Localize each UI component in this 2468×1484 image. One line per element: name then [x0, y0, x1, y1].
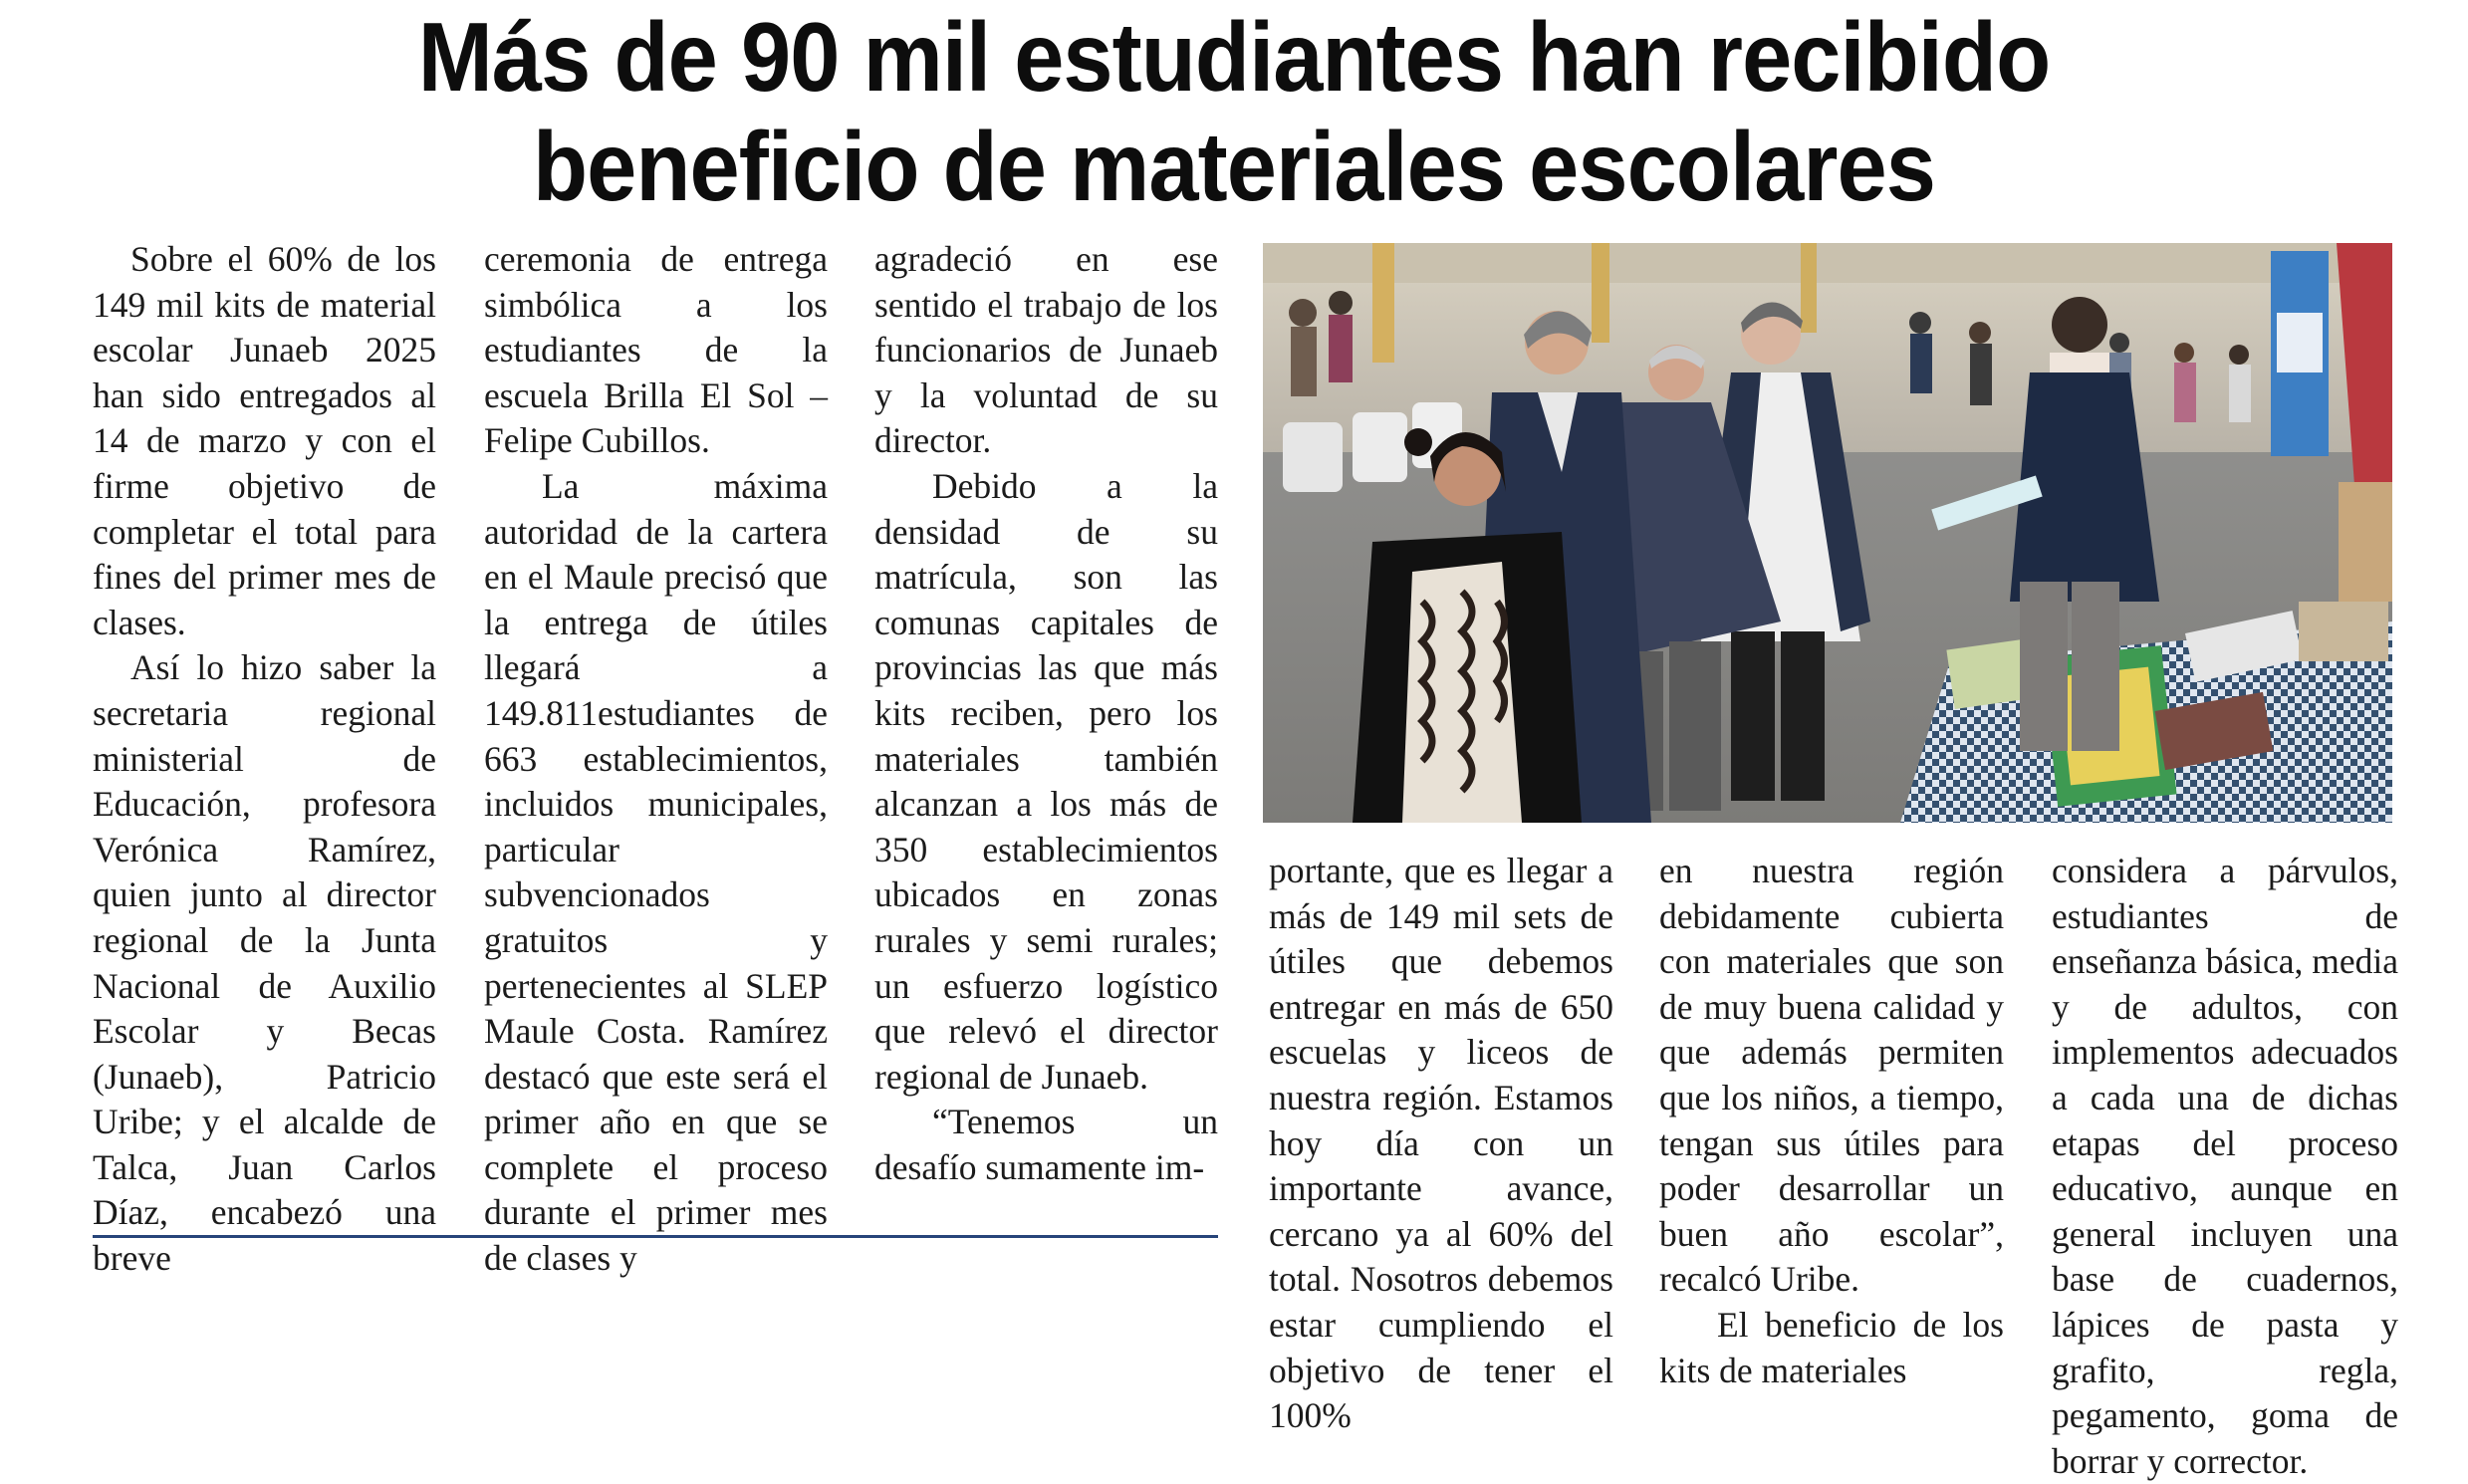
paragraph: agradeció en ese sentido el trabajo de los funcionarios de Junaeb y la voluntad de su director. [874, 239, 1218, 461]
paragraph: La máxima autoridad de la cartera en el Maule precisó que la entrega de útiles llegará a 149.811estudiantes de 663 establecimientos, incluidos municipales, particular subvencionados gratuitos y pertenecientes al SLEP Maule Costa. Ramírez destacó que este será el primer año en que se complete el proceso durante el primer mes de clases y [484, 465, 828, 1279]
paragraph: Debido a la densidad de su matrícula, son las comunas capitales de provincias las que más kits reciben, pero los materiales también alcanzan a los más de 350 establecimientos ubicados en zonas rurales y semi rurales; un esfuerzo logístico que relevó el director regional de Junaeb. [874, 465, 1218, 1097]
paragraph: Sobre el 60% de los 149 mil kits de material escolar Junaeb 2025 han sido entregados al 14 de marzo y con el firme objetivo de completar el total para fines del primer mes de clases. [93, 239, 436, 642]
headline-line-2: beneficio de materiales escolares [533, 112, 1935, 221]
article-column-3 [874, 237, 1218, 1190]
paragraph: Así lo hizo saber la secretaria regional ministerial de Educación, profesora Verónica Ramírez, quien junto al director regional de la Junta Nacional de Auxilio Escolar y Becas (Junaeb), Patricio Uribe; y el alcalde de Talca, Juan Carlos Díaz, encabezó una breve [93, 647, 436, 1279]
article-column-5 [1659, 849, 2004, 1393]
article-column-6 [2052, 849, 2398, 1484]
article-column-1 [93, 237, 436, 1282]
paragraph: ceremonia de entrega simbólica a los estudiantes de la escuela Brilla El Sol – Felipe Cubillos. [484, 239, 828, 461]
headline-line-1: Más de 90 mil estudiantes han recibido [417, 2, 2051, 112]
paragraph: considera a párvulos, estudiantes de enseñanza básica, media y de adultos, con implementos adecuados a cada una de dichas etapas del proceso educativo, aunque en general incluyen una base de cuadernos, lápices de pasta y grafito, regla, pegamento, goma de borrar y corrector. [2052, 851, 2398, 1481]
headline [99, 2, 2369, 221]
paragraph: portante, que es llegar a más de 149 mil sets de útiles que debemos entregar en más de 650 escuelas y liceos de nuestra región. Estamos hoy día con un importante avance, cercano ya al 60% del total. Nosotros debemos estar cumpliendo el objetivo de tener el 100% [1269, 851, 1613, 1436]
paragraph: El beneficio de los kits de materiales [1659, 1304, 2004, 1390]
paragraph: en nuestra región debidamente cubierta con materiales que son de muy buena calidad y que además permiten que los niños, a tiempo, tengan sus útiles para poder desarrollar un buen año escolar”, recalcó Uribe. [1659, 851, 2004, 1300]
paragraph: “Tenemos un desafío sumamente im- [874, 1102, 1218, 1187]
column-divider-rule [93, 1235, 1218, 1238]
article-column-4 [1269, 849, 1613, 1439]
article-column-2 [484, 237, 828, 1282]
event-photo [1263, 243, 2392, 823]
